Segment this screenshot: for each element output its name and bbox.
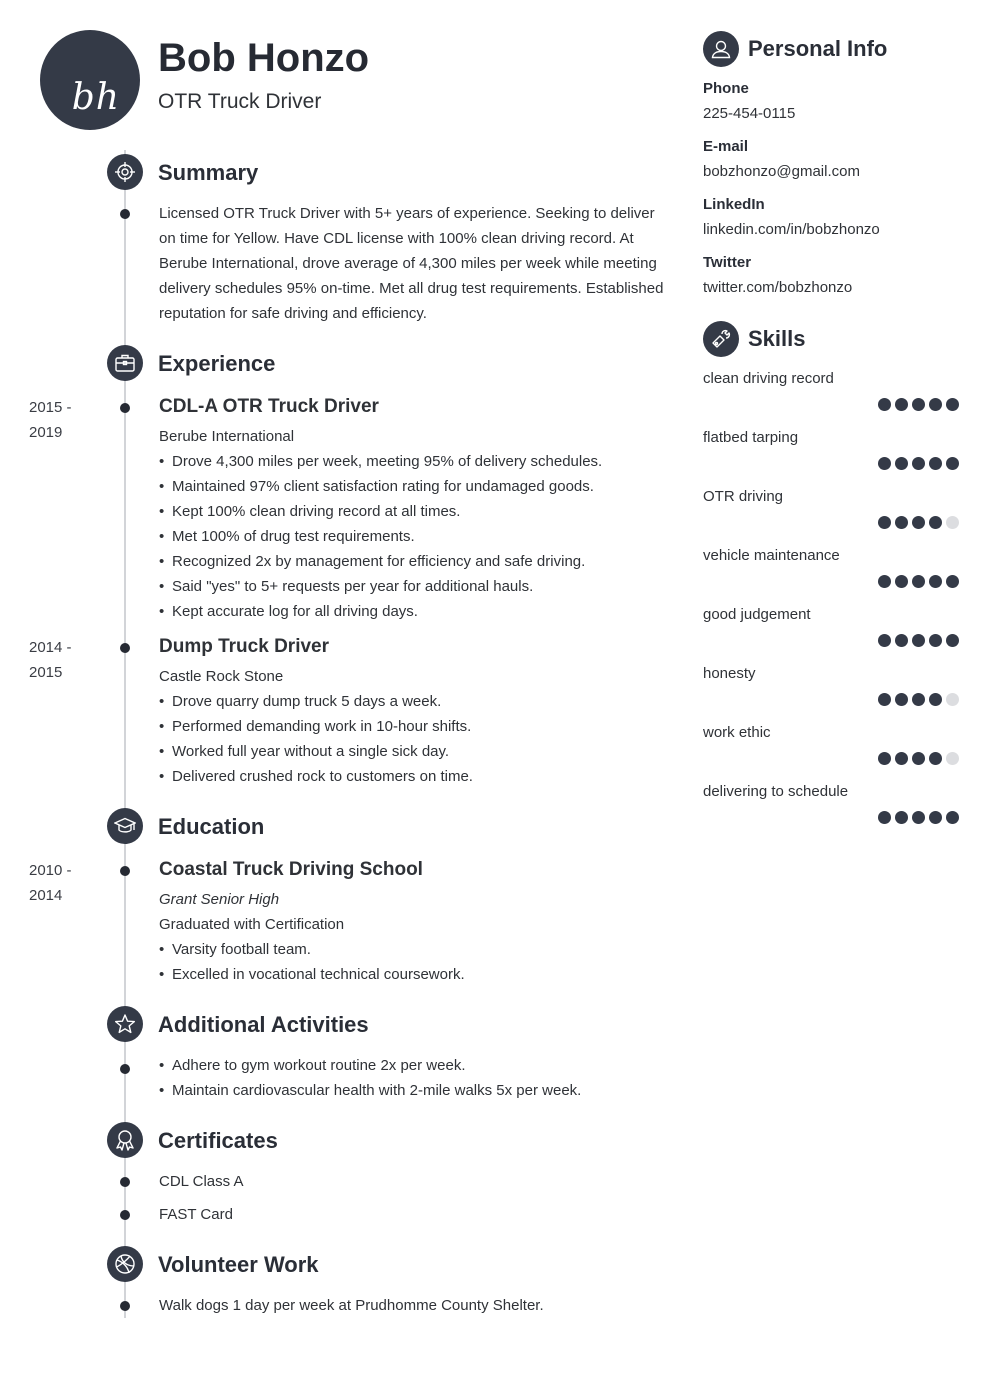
skill-rating <box>878 634 959 647</box>
list-item: • Delivered crushed rock to customers on time. <box>159 764 473 789</box>
rating-dot-empty <box>946 752 959 765</box>
section-title-education: Education <box>158 814 265 839</box>
skill-rating <box>878 457 959 470</box>
volunteer-text: Walk dogs 1 day per week at Prudhomme County Shelter. <box>159 1297 544 1314</box>
list-item: • Excelled in vocational technical coursework. <box>159 962 465 987</box>
rating-dot-empty <box>946 693 959 706</box>
section-title-skills: Skills <box>748 326 806 351</box>
rating-dot-filled <box>912 457 925 470</box>
rating-dot-filled <box>912 575 925 588</box>
rating-dot-filled <box>929 752 942 765</box>
job-bullets <box>159 689 473 789</box>
skill-item <box>703 547 959 606</box>
rating-dot-filled <box>895 752 908 765</box>
list-item: • Performed demanding work in 10-hour shifts. <box>159 714 473 739</box>
job-date-start: 2014 - <box>29 639 72 656</box>
skill-name: clean driving record <box>703 370 834 387</box>
globe-ball-icon <box>107 1246 143 1282</box>
timeline-dot <box>120 1177 130 1187</box>
rating-dot-filled <box>912 516 925 529</box>
list-item: • Maintained 97% client satisfaction rating for undamaged goods. <box>159 474 602 499</box>
skill-rating <box>878 752 959 765</box>
twitter-value: twitter.com/bobzhonzo <box>703 279 853 296</box>
rating-dot-filled <box>878 575 891 588</box>
twitter-label: Twitter <box>703 254 752 271</box>
rating-dot-filled <box>912 752 925 765</box>
job-date-start: 2015 - <box>29 399 72 416</box>
skill-item <box>703 665 959 724</box>
email-label: E-mail <box>703 138 749 155</box>
rating-dot-filled <box>895 693 908 706</box>
timeline-dot <box>120 1210 130 1220</box>
skill-name: vehicle maintenance <box>703 547 840 564</box>
job-date-end: 2015 <box>29 664 63 681</box>
job-date <box>29 395 72 445</box>
skill-name: work ethic <box>703 724 771 741</box>
education-subschool: Grant Senior High <box>159 891 280 908</box>
rating-dot-filled <box>878 752 891 765</box>
rating-dot-filled <box>946 634 959 647</box>
rating-dot-filled <box>929 398 942 411</box>
skill-name: honesty <box>703 665 756 682</box>
education-note: Graduated with Certification <box>159 916 345 933</box>
skill-item <box>703 488 959 547</box>
section-title-certificates: Certificates <box>158 1128 278 1153</box>
rating-dot-filled <box>912 693 925 706</box>
activities-bullets <box>159 1053 581 1103</box>
job-date <box>29 635 72 685</box>
rating-dot-filled <box>929 811 942 824</box>
skill-item <box>703 724 959 783</box>
rating-dot-filled <box>912 634 925 647</box>
list-item: • Kept accurate log for all driving days. <box>159 599 602 624</box>
phone-value: 225-454-0115 <box>703 105 796 122</box>
rating-dot-filled <box>878 398 891 411</box>
rating-dot-filled <box>895 634 908 647</box>
skill-item <box>703 783 959 842</box>
skill-rating <box>878 693 959 706</box>
list-item: • Drove quarry dump truck 5 days a week. <box>159 689 473 714</box>
tools-icon <box>703 321 739 357</box>
education-date-start: 2010 - <box>29 862 72 879</box>
linkedin-label: LinkedIn <box>703 196 765 213</box>
rating-dot-filled <box>912 811 925 824</box>
skill-rating <box>878 811 959 824</box>
skill-rating <box>878 516 959 529</box>
user-icon <box>703 31 739 67</box>
rating-dot-filled <box>878 811 891 824</box>
section-title-activities: Additional Activities <box>158 1012 369 1037</box>
phone-label: Phone <box>703 80 749 97</box>
email-value: bobzhonzo@gmail.com <box>703 163 860 180</box>
timeline-dot <box>120 1064 130 1074</box>
timeline-dot <box>120 866 130 876</box>
summary-text: Licensed OTR Truck Driver with 5+ years of experience. Seeking to deliver on time for Yellow. Have CDL license with 100% clean driving record. At Berube International, drove average of 4,300 miles per week while meeting delivery schedules 95% on-time. Met all drug test requirements. Established reputation for safe driving and efficiency. <box>159 205 664 322</box>
list-item: • Adhere to gym workout routine 2x per week. <box>159 1053 581 1078</box>
skill-item <box>703 429 959 488</box>
skill-item <box>703 370 959 429</box>
section-title-volunteer: Volunteer Work <box>158 1252 319 1277</box>
skill-name: flatbed tarping <box>703 429 799 446</box>
list-item: • Recognized 2x by management for efficiency and safe driving. <box>159 549 602 574</box>
education-school: Coastal Truck Driving School <box>159 859 423 880</box>
job-role: Dump Truck Driver <box>159 636 329 657</box>
rating-dot-filled <box>878 634 891 647</box>
candidate-name: Bob Honzo <box>158 36 370 80</box>
education-date-end: 2014 <box>29 887 63 904</box>
graduation-cap-icon <box>107 808 143 844</box>
award-ribbon-icon <box>107 1122 143 1158</box>
avatar-monogram <box>40 30 140 130</box>
education-date <box>29 858 72 908</box>
skill-item <box>703 606 959 665</box>
job-company: Berube International <box>159 428 295 445</box>
list-item: • Kept 100% clean driving record at all times. <box>159 499 602 524</box>
list-item: • Drove 4,300 miles per week, meeting 95% of delivery schedules. <box>159 449 602 474</box>
rating-dot-filled <box>895 811 908 824</box>
certificate-item: FAST Card <box>159 1206 233 1223</box>
list-item: • Varsity football team. <box>159 937 465 962</box>
rating-dot-filled <box>946 811 959 824</box>
star-icon <box>107 1006 143 1042</box>
candidate-title: OTR Truck Driver <box>158 90 322 113</box>
rating-dot-filled <box>895 575 908 588</box>
certificate-item: CDL Class A <box>159 1173 244 1190</box>
rating-dot-filled <box>895 457 908 470</box>
skill-name: delivering to schedule <box>703 783 849 800</box>
skill-name: good judgement <box>703 606 811 623</box>
skill-name: OTR driving <box>703 488 784 505</box>
timeline-dot <box>120 1301 130 1311</box>
job-date-end: 2019 <box>29 424 63 441</box>
rating-dot-filled <box>929 634 942 647</box>
list-item: • Maintain cardiovascular health with 2-mile walks 5x per week. <box>159 1078 581 1103</box>
rating-dot-filled <box>946 398 959 411</box>
rating-dot-filled <box>929 693 942 706</box>
timeline-dot <box>120 643 130 653</box>
briefcase-icon <box>107 345 143 381</box>
rating-dot-empty <box>946 516 959 529</box>
job-company: Castle Rock Stone <box>159 668 284 685</box>
rating-dot-filled <box>946 457 959 470</box>
section-title-experience: Experience <box>158 351 276 376</box>
rating-dot-filled <box>912 398 925 411</box>
job-role: CDL-A OTR Truck Driver <box>159 396 379 417</box>
linkedin-value: linkedin.com/in/bobzhonzo <box>703 221 880 238</box>
education-bullets <box>159 937 465 987</box>
rating-dot-filled <box>878 457 891 470</box>
list-item: • Said "yes" to 5+ requests per year for additional hauls. <box>159 574 602 599</box>
timeline-dot <box>120 403 130 413</box>
rating-dot-filled <box>895 398 908 411</box>
rating-dot-filled <box>929 575 942 588</box>
list-item: • Worked full year without a single sick day. <box>159 739 473 764</box>
rating-dot-filled <box>895 516 908 529</box>
monogram-text: bh <box>71 77 120 118</box>
rating-dot-filled <box>878 693 891 706</box>
skill-rating <box>878 398 959 411</box>
section-title-summary: Summary <box>158 160 259 185</box>
target-icon <box>107 154 143 190</box>
timeline-dot <box>120 209 130 219</box>
job-bullets <box>159 449 602 624</box>
rating-dot-filled <box>929 516 942 529</box>
skill-rating <box>878 575 959 588</box>
rating-dot-filled <box>929 457 942 470</box>
rating-dot-filled <box>878 516 891 529</box>
rating-dot-filled <box>946 575 959 588</box>
list-item: • Met 100% of drug test requirements. <box>159 524 602 549</box>
section-title-personal: Personal Info <box>748 36 888 61</box>
